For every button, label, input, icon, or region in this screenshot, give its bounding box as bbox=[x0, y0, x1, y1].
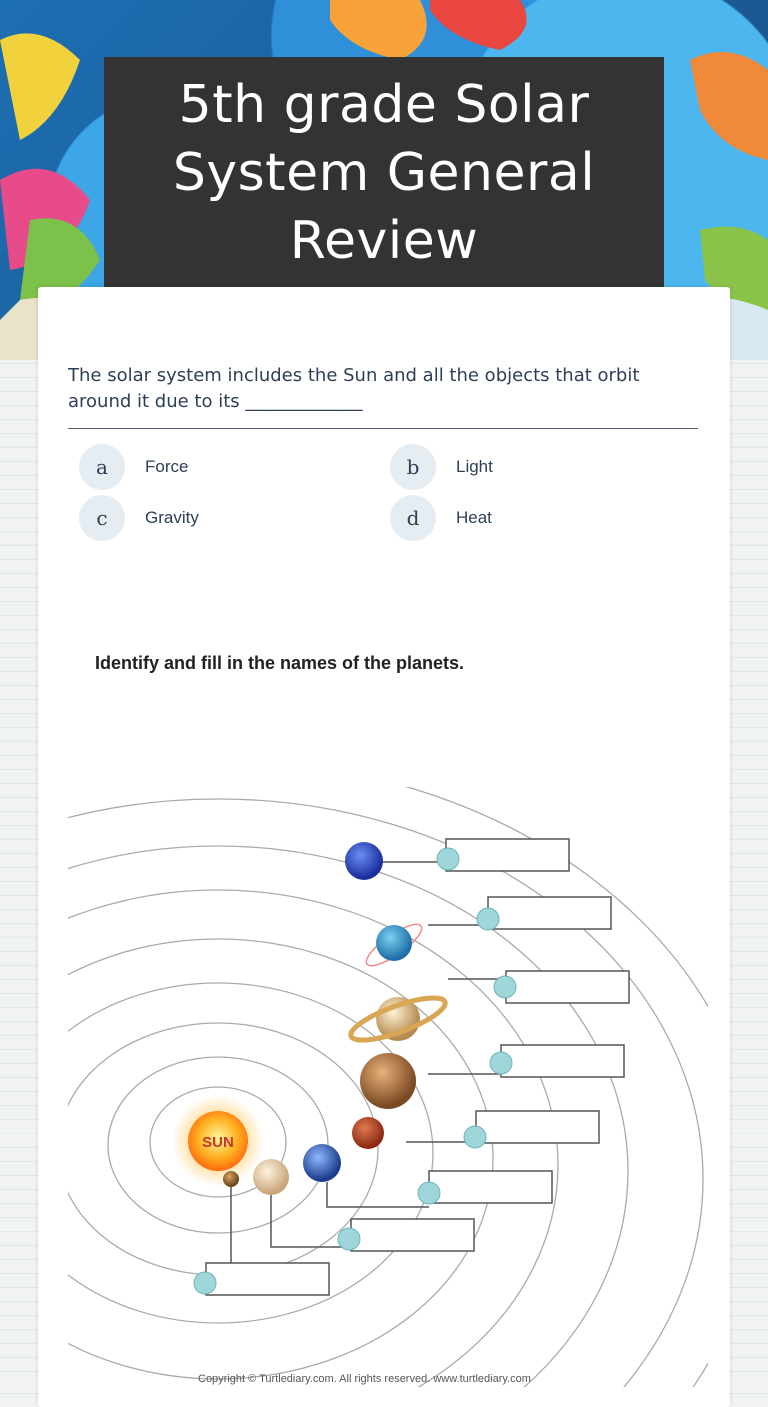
answer-box-5[interactable] bbox=[476, 1111, 599, 1143]
answer-box-3[interactable] bbox=[506, 971, 629, 1003]
option-c[interactable] bbox=[79, 495, 379, 541]
diagram-instruction: Identify and fill in the names of the planets. bbox=[95, 653, 465, 673]
title-box bbox=[104, 57, 664, 289]
option-a-label: Force bbox=[145, 457, 189, 476]
venus-icon bbox=[253, 1159, 289, 1195]
option-d-label: Heat bbox=[456, 508, 492, 527]
answer-box-7[interactable] bbox=[351, 1219, 474, 1251]
question-text: The solar system includes the Sun and all the objects that orbit around it due to its _____________ bbox=[68, 365, 640, 412]
option-c-letter: c bbox=[79, 495, 125, 541]
question-card bbox=[38, 287, 730, 1407]
sun-label: SUN bbox=[202, 1134, 234, 1151]
mercury-icon bbox=[223, 1171, 239, 1187]
neptune-icon bbox=[345, 842, 383, 880]
option-a-letter: a bbox=[79, 444, 125, 490]
earth-icon bbox=[303, 1144, 341, 1182]
saturn-icon bbox=[347, 990, 450, 1049]
option-b[interactable] bbox=[390, 444, 690, 490]
copyright-text: Copyright © Turtlediary.com. All rights reserved. www.turtlediary.com bbox=[198, 1373, 531, 1385]
sun-icon bbox=[172, 1095, 264, 1187]
answer-box-6[interactable] bbox=[429, 1171, 552, 1203]
answer-box-8[interactable] bbox=[206, 1263, 329, 1295]
solar-system-diagram bbox=[68, 787, 708, 1387]
option-c-label: Gravity bbox=[145, 508, 199, 527]
uranus-icon bbox=[361, 918, 427, 972]
option-a[interactable] bbox=[79, 444, 379, 490]
mars-icon bbox=[352, 1117, 384, 1149]
question-divider bbox=[68, 428, 698, 429]
option-d-letter: d bbox=[390, 495, 436, 541]
option-b-letter: b bbox=[390, 444, 436, 490]
answer-box-4[interactable] bbox=[501, 1045, 624, 1077]
page-title: 5th grade Solar System General Review bbox=[172, 75, 596, 271]
option-b-label: Light bbox=[456, 457, 493, 476]
answer-box-2[interactable] bbox=[488, 897, 611, 929]
answer-box-1[interactable] bbox=[446, 839, 569, 871]
option-d[interactable] bbox=[390, 495, 690, 541]
jupiter-icon bbox=[360, 1053, 416, 1109]
